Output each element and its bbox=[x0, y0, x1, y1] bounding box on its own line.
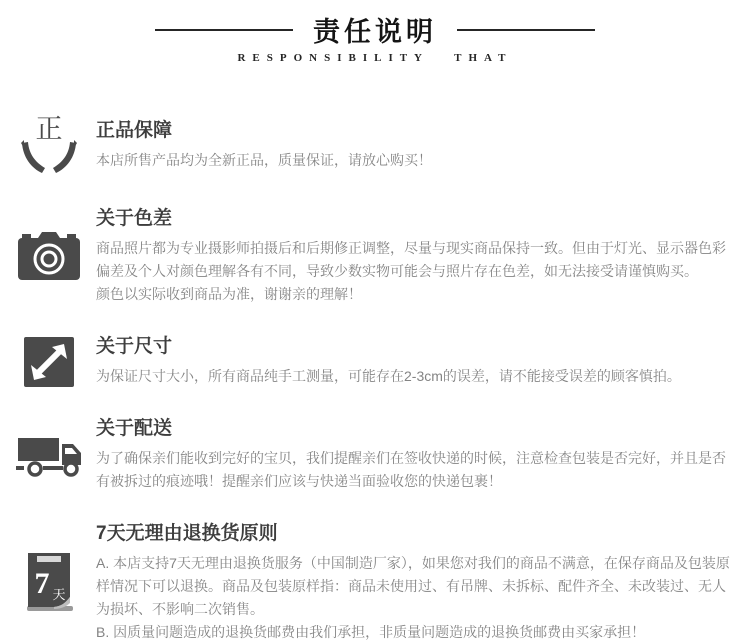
section-text-line: 为了确保亲们能收到完好的宝贝，我们提醒亲们在签收快递的时候，注意检查包装是否完好，并且是否有被拆过的痕迹哦！提醒亲们应该与快递当面验收您的快递包裹！ bbox=[96, 450, 726, 489]
section-color-difference bbox=[12, 207, 736, 306]
section-text-line: 商品照片都为专业摄影师拍摄后和后期修正调整，尽量与现实商品保持一致。但由于灯光、显示器色彩偏差及个人对颜色理解各有不同，导致少数实物可能会与照片存在色差，如无法接受请谨慎购买。 bbox=[96, 240, 726, 279]
section-return-policy bbox=[12, 522, 736, 644]
section-size-notice bbox=[12, 335, 736, 388]
page-title: 责任说明 bbox=[313, 17, 437, 47]
section-title: 7天无理由退换货原则 bbox=[96, 523, 278, 544]
camera-icon bbox=[16, 230, 82, 284]
section-text-line: 颜色以实际收到商品为准，谢谢亲的理解！ bbox=[96, 286, 362, 302]
day-glyph: 天 bbox=[52, 587, 66, 602]
section-text-line: A. 本店支持7天无理由退换货服务（中国制造厂家），如果您对我们的商品不满意，在保存商品及包装原样情况下可以退换。商品及包装原样指：商品未使用过、有吊牌、未拆标、配件齐全、未改装过、无人为损坏、不影响二次销售。 bbox=[96, 555, 730, 617]
section-text-line: 为保证尺寸大小，所有商品纯手工测量，可能存在2-3cm的误差，请不能接受误差的顾客慎拍。 bbox=[96, 368, 681, 384]
page-header bbox=[0, 0, 750, 64]
section-text-line: B. 因质量问题造成的退换货邮费由我们承担，非质量问题造成的退换货邮费由买家承担！ bbox=[96, 624, 646, 640]
authentic-hands-icon bbox=[18, 112, 80, 178]
section-title: 关于色差 bbox=[96, 208, 173, 229]
authentic-char-glyph: 正 bbox=[35, 114, 63, 144]
seven-glyph: 7 bbox=[34, 567, 50, 600]
sections-list bbox=[0, 112, 750, 644]
section-shipping-notice bbox=[12, 417, 736, 493]
truck-icon bbox=[13, 430, 85, 480]
section-title: 关于尺寸 bbox=[96, 336, 173, 357]
header-left-divider bbox=[155, 29, 293, 31]
section-authentic-guarantee bbox=[12, 112, 736, 178]
section-text-line: 本店所售产品均为全新正品，质量保证，请放心购买！ bbox=[96, 151, 432, 168]
section-title: 关于配送 bbox=[96, 418, 173, 439]
page-subtitle: RESPONSIBILITY THAT bbox=[237, 52, 513, 64]
calendar-7days-icon bbox=[20, 549, 78, 617]
header-right-divider bbox=[457, 29, 595, 31]
section-title: 正品保障 bbox=[96, 119, 173, 141]
resize-arrow-icon bbox=[23, 336, 75, 388]
